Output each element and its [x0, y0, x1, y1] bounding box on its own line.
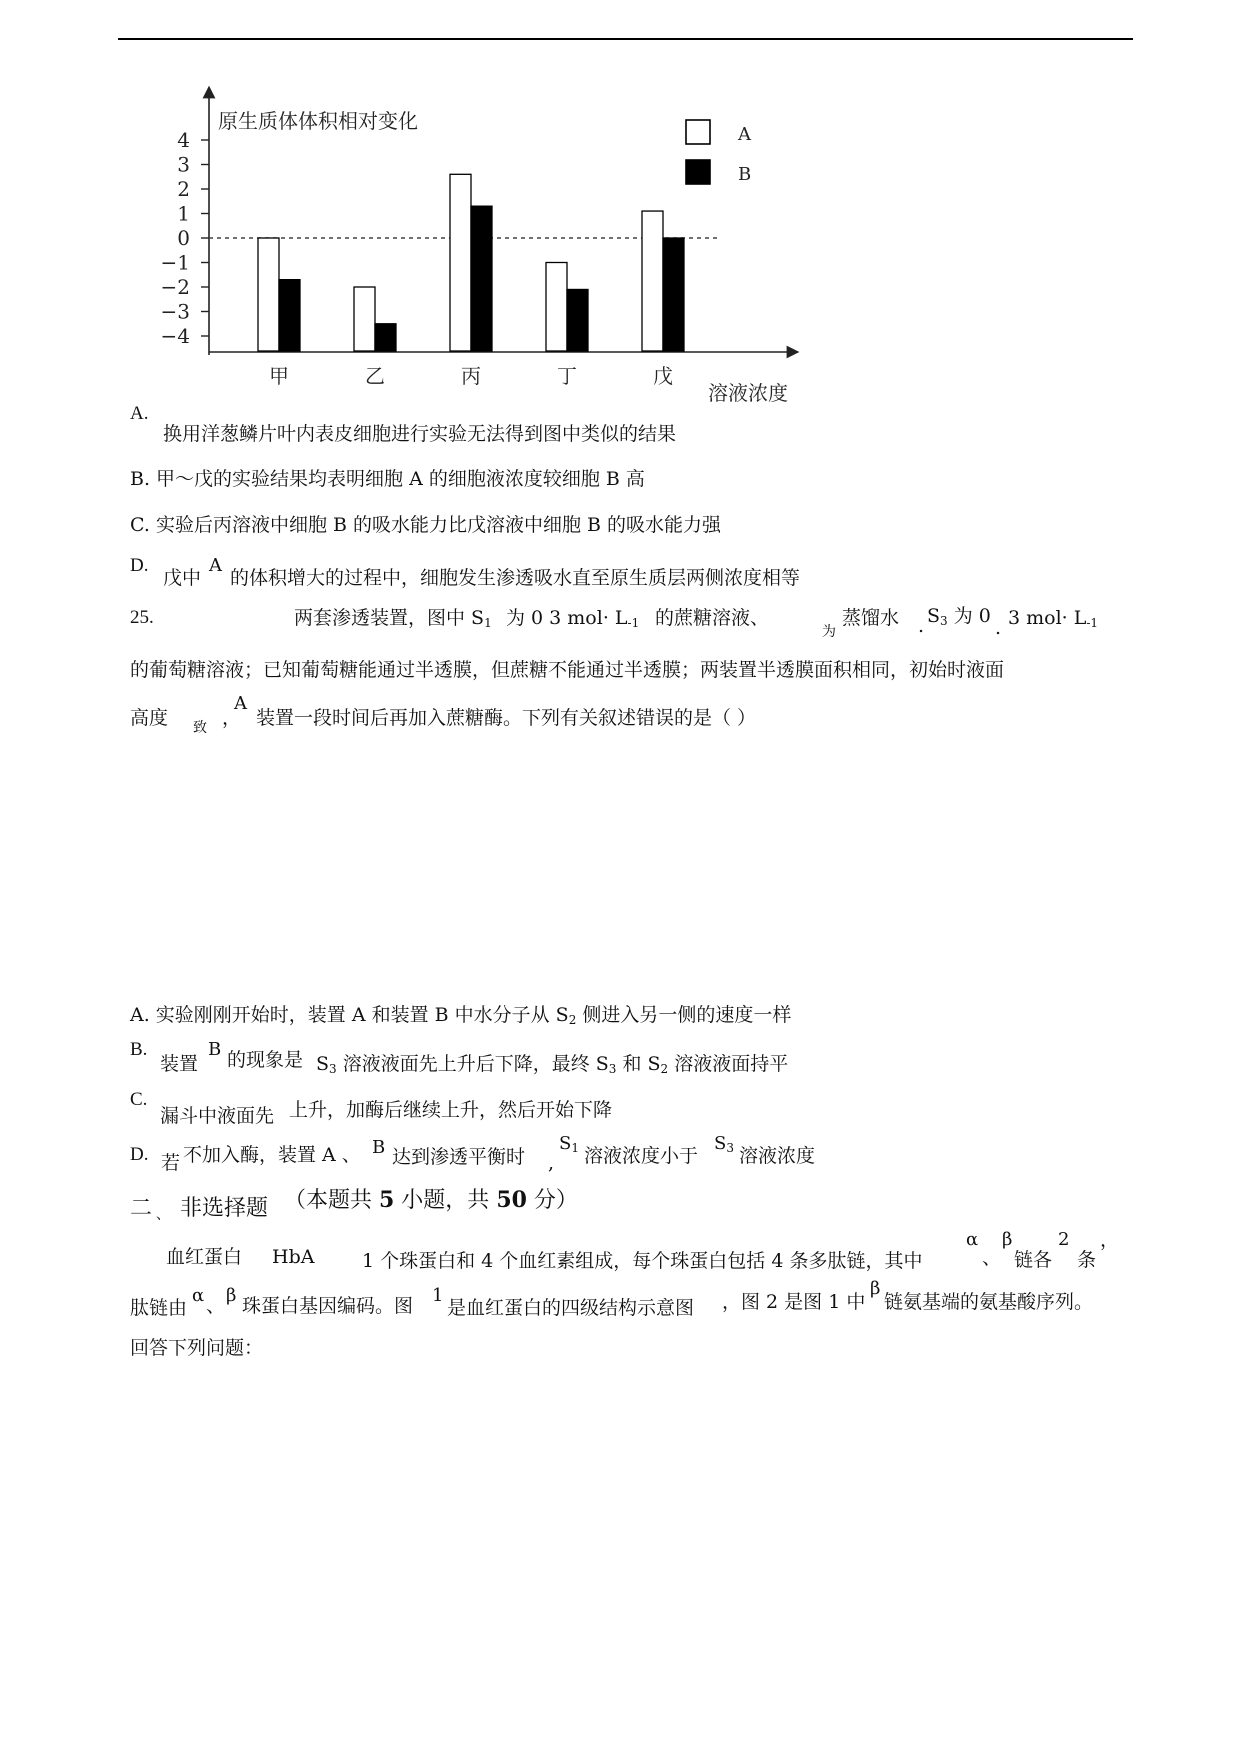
q25-option-c-text: 上升，加酶后继续上升，然后开始下降	[289, 1099, 613, 1121]
q26-line1-c: 1 个珠蛋白和 4 个血红素组成，每个珠蛋白包括 4 条多肽链，其中	[362, 1250, 923, 1272]
q25-line1-dot: .	[918, 615, 925, 637]
legend-swatch-a	[686, 120, 710, 144]
y-tick-label: 0	[177, 226, 190, 250]
x-axis-label: 溶液浓度	[708, 381, 788, 405]
q25-option-b-sup: B	[208, 1039, 222, 1060]
bar-a-3	[450, 174, 471, 351]
bar-chart	[0, 0, 1240, 420]
bar-b-5	[663, 238, 684, 351]
q25-option-d-text-b: 达到渗透平衡时	[392, 1146, 526, 1168]
q24-option-d-text: 的体积增大的过程中，细胞发生渗透吸水直至原生质层两侧浓度相等	[230, 567, 801, 589]
q24-option-d-sup: A	[209, 555, 222, 576]
q24-option-a-text: 换用洋葱鳞片叶内表皮细胞进行实验无法得到图中类似的结果	[163, 423, 677, 445]
x-category-label: 丁	[557, 364, 577, 388]
q26-line2-a: 肽链由	[130, 1297, 188, 1319]
section-title: 非选择题	[180, 1196, 269, 1221]
q26-line2-d: ，图 2 是图 1 中	[722, 1291, 866, 1313]
q24-option-d-label: D.	[130, 555, 149, 576]
q25-option-d-text-d: 溶液浓度	[739, 1145, 816, 1167]
q25-line2: 的葡萄糖溶液；已知葡萄糖能通过半透膜，但蔗糖不能通过半透膜；两装置半透膜面积相同，初始时液面	[130, 659, 1005, 681]
q25-option-b-text-a: 的现象是	[227, 1049, 304, 1071]
q26-line2-sep: 、	[206, 1295, 226, 1317]
q26-line2-beta: β	[226, 1285, 237, 1306]
y-tick-label: 1	[177, 201, 190, 226]
bar-a-5	[642, 211, 663, 351]
q25-line1-a: 两套渗透装置，图中 $S_1$	[294, 607, 492, 630]
q25-option-b-prefix: 装置	[160, 1053, 199, 1075]
y-tick-label: −4	[160, 324, 190, 348]
q25-line1-b: 为 0 3 $mol\cdot L_{-1}$	[506, 607, 640, 630]
q25-line3-fragment: 致	[193, 720, 207, 736]
q24-option-d-prefix: 戊中	[163, 567, 202, 589]
q26-line1-alpha: α	[966, 1229, 979, 1250]
q25-option-b-label: B.	[130, 1039, 148, 1060]
q25-option-d-sup2: $S_1$	[559, 1133, 579, 1155]
q26-line1-beta: β	[1002, 1229, 1013, 1250]
section-separator: 、	[156, 1207, 170, 1223]
x-category-label: 甲	[269, 364, 289, 388]
legend-swatch-b	[686, 160, 710, 184]
q25-line1-fragment: 为	[822, 624, 836, 640]
q25-line1-d: 蒸馏水	[842, 607, 900, 629]
section-subtitle: （本题共 5 小题，共 50 分）	[284, 1187, 578, 1213]
section-number: 二	[130, 1196, 153, 1221]
q25-line3-sup: A	[234, 693, 247, 714]
q25-line1-e: $S_3$ 为 0	[927, 605, 991, 628]
q26-line2-one: 1	[432, 1285, 444, 1306]
q25-line1-c: 的蔗糖溶液、	[655, 607, 770, 629]
q25-option-d-prefix: 若	[161, 1152, 181, 1174]
x-category-label: 戊	[653, 364, 673, 388]
q25-option-c-prefix: 漏斗中液面先	[160, 1105, 275, 1127]
q26-line1-d: 链各	[1014, 1249, 1053, 1271]
q25-option-d-dot: ,	[548, 1152, 555, 1174]
bar-a-2	[354, 287, 375, 351]
q25-number: 25.	[130, 607, 154, 628]
q26-line2-b: 珠蛋白基因编码。图	[242, 1295, 414, 1317]
bar-a-4	[546, 263, 567, 352]
legend-label-b: B	[738, 164, 752, 185]
q25-option-d-sup3: $S_3$	[714, 1133, 734, 1155]
q25-option-c-label: C.	[130, 1089, 148, 1110]
bar-b-3	[471, 206, 492, 351]
q25-line1-g: 3 $mol\cdot L_{-1}$	[1008, 607, 1099, 630]
q26-line1-e: 条	[1077, 1249, 1097, 1271]
q26-line2-e: 链氨基端的氨基酸序列。	[884, 1291, 1094, 1313]
bar-b-1	[279, 280, 300, 351]
x-category-label: 乙	[365, 364, 385, 388]
y-tick-label: 4	[177, 128, 190, 152]
q26-line3: 回答下列问题：	[130, 1337, 264, 1359]
q25-line3-b: ，	[222, 707, 242, 729]
legend-label-a: A	[738, 124, 751, 145]
bar-b-2	[375, 324, 396, 351]
q25-option-d-text-c: 溶液浓度小于	[584, 1145, 699, 1167]
q25-line3-c: 装置一段时间后再加入蔗糖酶。下列有关叙述错误的是（ ）	[256, 707, 757, 729]
q24-option-c: C. 实验后丙溶液中细胞 B 的吸水能力比戊溶液中细胞 B 的吸水能力强	[130, 514, 722, 536]
y-tick-label: −3	[160, 299, 190, 324]
q26-line2-alpha: α	[192, 1285, 205, 1306]
q25-option-b-text-b: $S_3$ 溶液液面先上升后下降，最终 $S_3$ 和 $S_2$ 溶液液面持平	[316, 1053, 789, 1076]
chart-title: 原生质体体积相对变化	[218, 109, 418, 133]
q24-option-b: B. 甲～戊的实验结果均表明细胞 A 的细胞液浓度较细胞 B 高	[130, 468, 645, 490]
q25-line1-dot2: .	[995, 617, 1002, 639]
q26-line1-b: HbA	[272, 1246, 315, 1268]
q26-line1-comma: ，	[1100, 1229, 1120, 1251]
q25-option-d-sup1: B	[372, 1137, 386, 1158]
q26-line1-a: 血红蛋白	[166, 1246, 243, 1268]
y-tick-label: 3	[177, 152, 190, 177]
x-category-label: 丙	[461, 364, 481, 388]
bar-b-4	[567, 289, 588, 351]
y-tick-label: 2	[177, 177, 190, 201]
q25-line3-a: 高度	[130, 707, 169, 729]
bar-a-1	[258, 238, 279, 351]
q26-line1-two: 2	[1058, 1229, 1070, 1250]
q24-option-a-label: A.	[130, 403, 149, 424]
q25-option-d-label: D.	[130, 1144, 149, 1165]
q26-line2-beta2: β	[870, 1278, 881, 1299]
q26-line2-c: 是血红蛋白的四级结构示意图	[447, 1297, 695, 1319]
y-tick-label: −2	[160, 275, 190, 299]
q25-option-a: A. 实验刚刚开始时，装置 A 和装置 B 中水分子从 $S_2$ 侧进入另一侧的速度一样	[130, 1004, 792, 1027]
y-tick-label: −1	[160, 250, 190, 275]
q26-line1-sep: 、	[982, 1247, 1002, 1269]
q25-option-d-text-a: 不加入酶，装置 A 、	[183, 1144, 361, 1166]
